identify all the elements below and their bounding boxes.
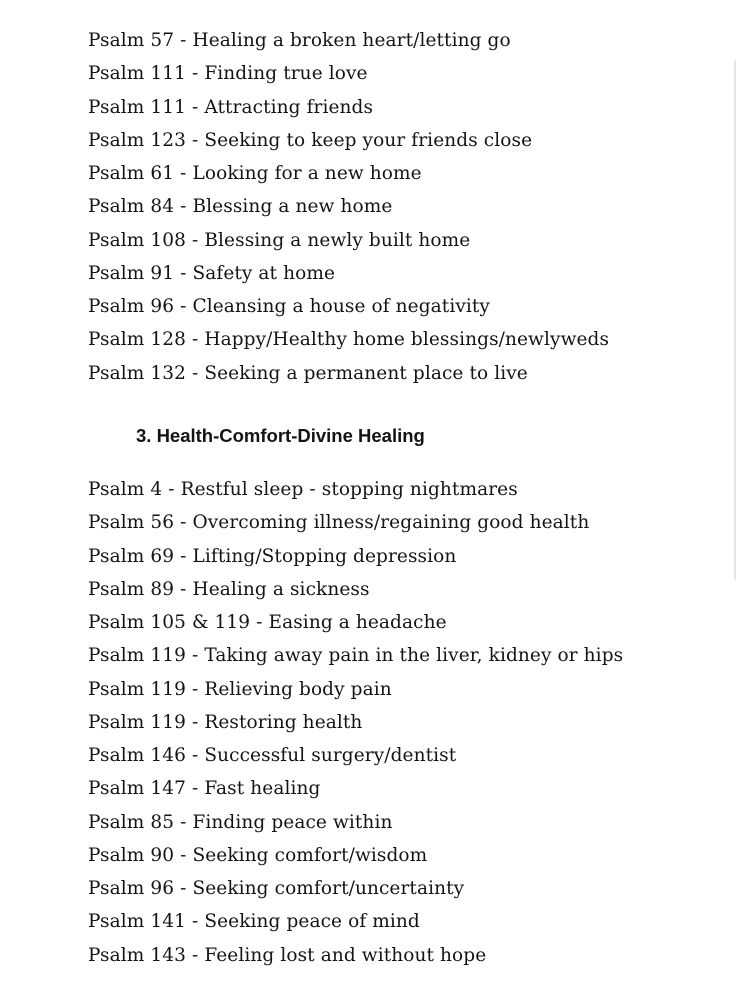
list-item: Psalm 85 - Finding peace within [88, 811, 393, 833]
list-item: Psalm 96 - Seeking comfort/uncertainty [88, 878, 465, 899]
list-item: Psalm 111 - Finding true love [88, 63, 368, 85]
list-item: Psalm 96 - Cleansing a house of negativity [88, 296, 490, 317]
list-item: Psalm 4 - Restful sleep - stopping nightmares [88, 479, 518, 500]
list-item: Psalm 119 - Relieving body pain [88, 678, 392, 700]
section-heading: 3. Health-Comfort-Divine Healing [136, 425, 425, 446]
list-item: Psalm 108 - Blessing a newly built home [88, 229, 471, 251]
list-item: Psalm 146 - Successful surgery/dentist [88, 745, 457, 766]
list-item: Psalm 89 - Healing a sickness [88, 578, 370, 600]
psalm-list-home [88, 24, 609, 390]
list-item: Psalm 57 - Healing a broken heart/letting go [88, 30, 511, 51]
psalm-list-health [88, 473, 623, 972]
list-item: Psalm 119 - Taking away pain in the liver, kidney or hips [88, 645, 624, 667]
list-item: Psalm 119 - Restoring health [88, 711, 363, 733]
list-item: Psalm 123 - Seeking to keep your friends close [88, 129, 533, 151]
list-item: Psalm 90 - Seeking comfort/wisdom [88, 844, 428, 866]
list-item: Psalm 141 - Seeking peace of mind [88, 911, 420, 933]
list-item: Psalm 128 - Happy/Healthy home blessings/newlyweds [88, 329, 610, 351]
list-item: Psalm 132 - Seeking a permanent place to live [88, 362, 528, 384]
list-item: Psalm 61 - Looking for a new home [88, 163, 422, 184]
list-item: Psalm 111 - Attracting friends [88, 96, 374, 118]
list-item: Psalm 56 - Overcoming illness/regaining good health [88, 512, 590, 534]
list-item: Psalm 143 - Feeling lost and without hope [88, 944, 487, 966]
list-item: Psalm 105 & 119 - Easing a headache [88, 612, 447, 633]
list-item: Psalm 91 - Safety at home [88, 262, 336, 284]
list-item: Psalm 69 - Lifting/Stopping depression [88, 545, 457, 567]
list-item: Psalm 84 - Blessing a new home [88, 196, 393, 218]
list-item: Psalm 147 - Fast healing [88, 778, 321, 800]
